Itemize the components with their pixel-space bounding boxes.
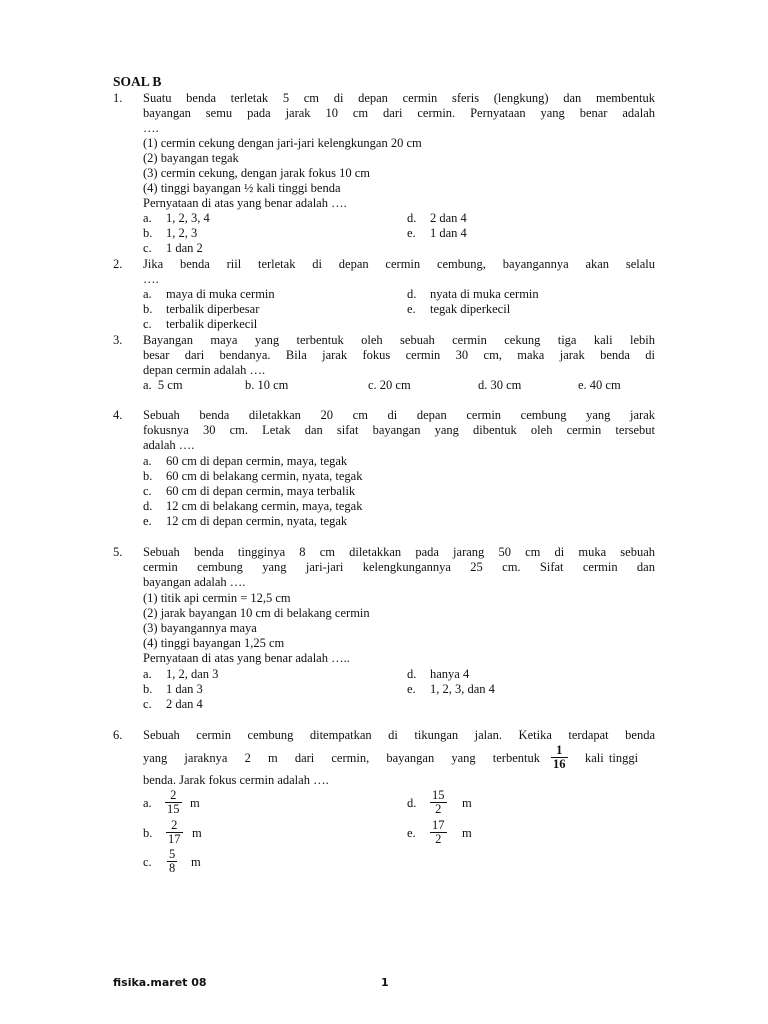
option-label: a. <box>143 796 152 810</box>
option-label: e. <box>407 302 416 316</box>
denominator: 2 <box>430 832 447 846</box>
question-4-line: adalah …. <box>143 438 195 452</box>
option-label: b. <box>143 682 153 696</box>
option-label: a. <box>143 454 152 468</box>
option-label: b. <box>143 469 153 483</box>
question-6-line: yang jaraknya 2 m dari cermin, bayangan yang terbentuk <box>143 751 540 765</box>
option-label: e. <box>143 514 152 528</box>
denominator: 17 <box>168 832 181 846</box>
option-a: 60 cm di depan cermin, maya, tegak <box>166 454 348 468</box>
question-4-line: fokusnya 30 cm. Letak dan sifat bayangan yang dibentuk oleh cermin tersebut <box>143 423 655 437</box>
option-label: e. <box>407 682 416 696</box>
numerator: 2 <box>171 818 178 832</box>
statement-1: (1) titik api cermin = 12,5 cm <box>143 591 291 605</box>
question-6-line: kali tinggi <box>585 751 639 765</box>
option-label: a. <box>143 667 152 681</box>
option-d-fraction <box>430 789 447 816</box>
option-a: 1, 2, 3, 4 <box>166 211 210 225</box>
option-label: c. <box>143 855 152 869</box>
question-6-number: 6. <box>113 728 123 742</box>
denominator: 8 <box>169 861 176 875</box>
ratio-denominator: 16 <box>553 757 566 771</box>
option-c: terbalik diperkecil <box>166 317 258 331</box>
option-b: b. 10 cm <box>245 378 289 392</box>
option-e: tegak diperkecil <box>430 302 511 316</box>
question-6-line: Sebuah cermin cembung ditempatkan di tikungan jalan. Ketika terdapat benda <box>143 728 655 742</box>
question-1-line: Suatu benda terletak 5 cm di depan cermin sferis (lengkung) dan membentuk <box>143 91 655 105</box>
footer-text: fisika.maret 08 <box>113 976 207 989</box>
question-1-line: …. <box>143 121 159 135</box>
unit: m <box>192 826 202 840</box>
ratio-fraction <box>551 744 568 771</box>
option-e: 1 dan 4 <box>430 226 467 240</box>
ratio-numerator: 1 <box>556 743 563 757</box>
option-label: c. <box>143 317 152 331</box>
option-b: 60 cm di belakang cermin, nyata, tegak <box>166 469 363 483</box>
option-label: b. <box>143 302 153 316</box>
option-d: 12 cm di belakang cermin, maya, tegak <box>166 499 363 513</box>
option-a-fraction <box>165 789 182 816</box>
option-c: 1 dan 2 <box>166 241 203 255</box>
numerator: 2 <box>170 788 177 802</box>
unit: m <box>462 796 472 810</box>
option-label: c. <box>143 484 152 498</box>
question-3-line: Bayangan maya yang terbentuk oleh sebuah cermin cekung tiga kali lebih <box>143 333 655 347</box>
page-number: 1 <box>381 976 389 989</box>
question-prompt: Pernyataan di atas yang benar adalah ….. <box>143 651 350 665</box>
option-d: d. 30 cm <box>478 378 522 392</box>
question-4-number: 4. <box>113 408 123 422</box>
option-e: 12 cm di depan cermin, nyata, tegak <box>166 514 348 528</box>
question-1-number: 1. <box>113 91 123 105</box>
unit: m <box>190 796 200 810</box>
option-c: 60 cm di depan cermin, maya terbalik <box>166 484 356 498</box>
numerator: 15 <box>432 788 445 802</box>
option-b: 1 dan 3 <box>166 682 203 696</box>
statement-2: (2) bayangan tegak <box>143 151 239 165</box>
statement-1: (1) cermin cekung dengan jari-jari kelengkungan 20 cm <box>143 136 422 150</box>
statement-2: (2) jarak bayangan 10 cm di belakang cermin <box>143 606 370 620</box>
option-label: c. <box>143 697 152 711</box>
option-b-fraction <box>166 819 183 846</box>
option-label: d. <box>407 287 417 301</box>
statement-3: (3) cermin cekung, dengan jarak fokus 10 cm <box>143 166 371 180</box>
option-label: d. <box>407 796 417 810</box>
option-label: d. <box>407 667 417 681</box>
question-3-number: 3. <box>113 333 123 347</box>
option-label: b. <box>143 226 153 240</box>
denominator: 15 <box>167 802 180 816</box>
option-c: c. 20 cm <box>368 378 411 392</box>
option-label: b. <box>143 826 153 840</box>
option-b: terbalik diperbesar <box>166 302 260 316</box>
unit: m <box>462 826 472 840</box>
option-d: nyata di muka cermin <box>430 287 539 301</box>
question-3-line: depan cermin adalah …. <box>143 363 266 377</box>
option-label: a. <box>143 287 152 301</box>
option-e-fraction <box>430 819 447 846</box>
option-e: 1, 2, 3, dan 4 <box>430 682 495 696</box>
question-6-line: benda. Jarak fokus cermin adalah …. <box>143 773 329 787</box>
question-2-line: Jika benda riil terletak di depan cermin cembung, bayangannya akan selalu <box>143 257 655 271</box>
question-5-line: cermin cembung yang jari-jari kelengkungannya 25 cm. Sifat cermin dan <box>143 560 655 574</box>
option-c: 2 dan 4 <box>166 697 203 711</box>
option-d: hanya 4 <box>430 667 470 681</box>
statement-3: (3) bayangannya maya <box>143 621 257 635</box>
question-3-line: besar dari bendanya. Bila jarak fokus cermin 30 cm, maka jarak benda di <box>143 348 655 362</box>
page-title: SOAL B <box>113 74 162 89</box>
numerator: 5 <box>169 847 176 861</box>
option-a: maya di muka cermin <box>166 287 275 301</box>
option-a: 1, 2, dan 3 <box>166 667 219 681</box>
denominator: 2 <box>430 802 447 816</box>
option-d: 2 dan 4 <box>430 211 467 225</box>
option-label: c. <box>143 241 152 255</box>
option-e: e. 40 cm <box>578 378 621 392</box>
question-prompt: Pernyataan di atas yang benar adalah …. <box>143 196 347 210</box>
option-b: 1, 2, 3 <box>166 226 198 240</box>
question-5-line: bayangan adalah …. <box>143 575 246 589</box>
question-2-line: …. <box>143 272 159 286</box>
option-label: d. <box>407 211 417 225</box>
option-label: d. <box>143 499 153 513</box>
question-5-line: Sebuah benda tingginya 8 cm diletakkan pada jarang 50 cm di muka sebuah <box>143 545 655 559</box>
option-a: a. 5 cm <box>143 378 183 392</box>
question-1-line: bayangan semu pada jarak 10 cm dari cermin. Pernyataan yang benar adalah <box>143 106 655 120</box>
option-label: e. <box>407 826 416 840</box>
statement-4: (4) tinggi bayangan 1,25 cm <box>143 636 285 650</box>
option-label: e. <box>407 226 416 240</box>
question-4-line: Sebuah benda diletakkan 20 cm di depan cermin cembung yang jarak <box>143 408 655 422</box>
unit: m <box>191 855 201 869</box>
option-label: a. <box>143 211 152 225</box>
question-5-number: 5. <box>113 545 123 559</box>
question-2-number: 2. <box>113 257 123 271</box>
numerator: 17 <box>432 818 445 832</box>
statement-4: (4) tinggi bayangan ½ kali tinggi benda <box>143 181 341 195</box>
option-c-fraction <box>167 848 177 875</box>
